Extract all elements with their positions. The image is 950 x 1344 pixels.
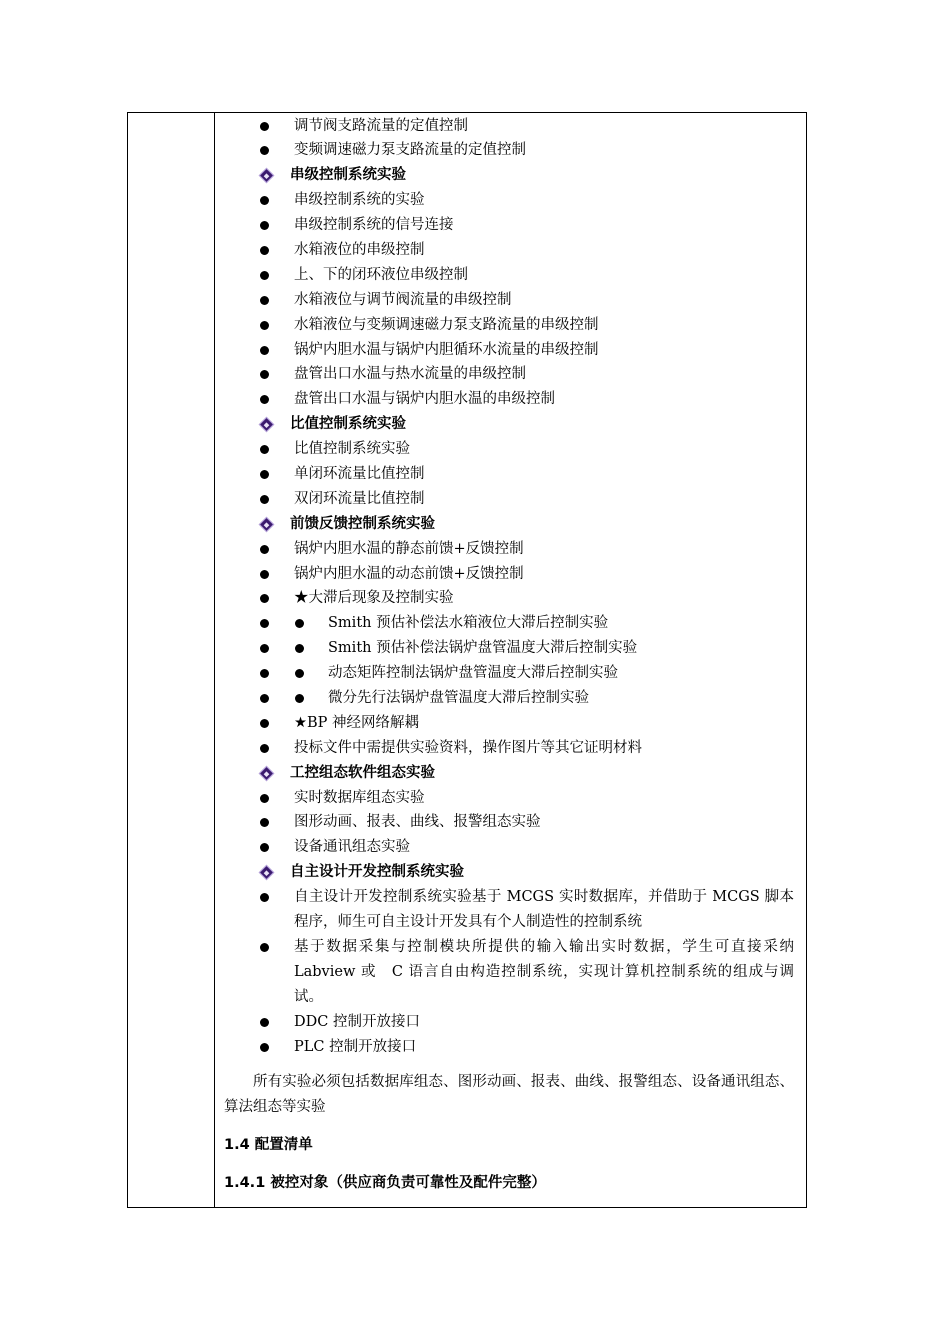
- bullet-dot-icon: [260, 619, 269, 628]
- subheading-text: 前馈反馈控制系统实验: [290, 515, 435, 532]
- bullet-dot-icon: [260, 445, 269, 454]
- subheading-text: 串级控制系统实验: [290, 167, 406, 184]
- list-item: [220, 263, 800, 288]
- list-item: [220, 238, 800, 263]
- list-item-text: 设备通讯组态实验: [294, 839, 410, 856]
- list-item: [220, 885, 800, 935]
- list-item-text: 双闭环流量比值控制: [294, 490, 425, 507]
- list-item: [220, 487, 800, 512]
- bullet-dot-icon: [260, 744, 269, 753]
- list-item-text: Smith 预估补偿法锅炉盘管温度大滞后控制实验: [328, 640, 638, 657]
- table-frame: [127, 112, 807, 1208]
- bullet-dot-icon: [260, 818, 269, 827]
- list-item-text: Smith 预估补偿法水箱液位大滞后控制实验: [328, 615, 609, 632]
- list-item: [220, 338, 800, 363]
- section-heading: 1.4.1 被控对象（供应商负责可靠性及配件完整）: [224, 1175, 546, 1192]
- list-item-text: 投标文件中需提供实验资料，操作图片等其它证明材料: [294, 739, 642, 756]
- diamond-bullet-icon: [259, 168, 275, 184]
- bullet-dot-icon: [260, 196, 269, 205]
- list-item: [220, 810, 800, 835]
- list-item-text: 上、下的闭环液位串级控制: [294, 266, 468, 283]
- list-item: [220, 935, 800, 1010]
- bullet-dot-icon: [260, 246, 269, 255]
- bullet-dot-icon: [260, 1043, 269, 1052]
- bullet-dot-icon: [295, 669, 304, 678]
- section-subheading: [220, 761, 800, 786]
- list-item-text: ★大滞后现象及控制实验: [294, 590, 454, 607]
- bullet-dot-icon: [260, 694, 269, 703]
- list-item: [220, 611, 800, 636]
- section-subheading: [220, 412, 800, 437]
- list-item-text: 单闭环流量比值控制: [294, 465, 425, 482]
- bullet-dot-icon: [260, 495, 269, 504]
- list-item-text: 锅炉内胆水温与锅炉内胆循环水流量的串级控制: [294, 341, 599, 358]
- bullet-dot-icon: [295, 619, 304, 628]
- list-item: [220, 1035, 800, 1060]
- diamond-bullet-icon: [259, 516, 275, 532]
- list-item-text: 微分先行法锅炉盘管温度大滞后控制实验: [328, 689, 589, 706]
- list-item: [220, 387, 800, 412]
- list-item: [220, 362, 800, 387]
- list-item: [220, 835, 800, 860]
- bullet-dot-icon: [260, 893, 269, 902]
- list-item: [220, 661, 800, 686]
- list-item-text: 盘管出口水温与热水流量的串级控制: [294, 366, 526, 383]
- list-item: [220, 213, 800, 238]
- subheading-text: 工控组态软件组态实验: [290, 764, 435, 781]
- list-item: [220, 686, 800, 711]
- column-divider: [214, 113, 215, 1207]
- list-item: [220, 138, 800, 163]
- list-item-text: 图形动画、报表、曲线、报警组态实验: [294, 814, 541, 831]
- bullet-dot-icon: [295, 694, 304, 703]
- bullet-dot-icon: [260, 570, 269, 579]
- list-item-text: 水箱液位与调节阀流量的串级控制: [294, 291, 512, 308]
- bullet-dot-icon: [260, 146, 269, 155]
- list-item-text: 水箱液位的串级控制: [294, 241, 425, 258]
- list-item: [220, 786, 800, 811]
- bullet-dot-icon: [260, 545, 269, 554]
- bullet-dot-icon: [260, 644, 269, 653]
- list-item: [220, 462, 800, 487]
- list-item-text: 变频调速磁力泵支路流量的定值控制: [294, 142, 526, 159]
- bullet-dot-icon: [260, 221, 269, 230]
- bullet-dot-icon: [260, 943, 269, 952]
- bullet-dot-icon: [260, 296, 269, 305]
- diamond-bullet-icon: [259, 865, 275, 881]
- list-item: [220, 114, 800, 139]
- list-item-text: 锅炉内胆水温的动态前馈+反馈控制: [294, 565, 524, 582]
- list-item-text: 自主设计开发控制系统实验基于 MCGS 实时数据库，并借助于 MCGS 脚本程序，师生可自主设计开发具有个人制造性的控制系统: [294, 889, 794, 931]
- list-item: [220, 586, 800, 611]
- list-item: [220, 313, 800, 338]
- bullet-dot-icon: [260, 321, 269, 330]
- list-item: [220, 537, 800, 562]
- section-subheading: [220, 512, 800, 537]
- bullet-dot-icon: [260, 395, 269, 404]
- list-item-text: 比值控制系统实验: [294, 441, 410, 458]
- bullet-dot-icon: [260, 122, 269, 131]
- bullet-dot-icon: [260, 794, 269, 803]
- list-item-text: PLC 控制开放接口: [294, 1038, 417, 1055]
- bullet-dot-icon: [260, 594, 269, 603]
- bullet-dot-icon: [260, 470, 269, 479]
- diamond-bullet-icon: [259, 765, 275, 781]
- list-item-text: 动态矩阵控制法锅炉盘管温度大滞后控制实验: [328, 665, 618, 682]
- bullet-dot-icon: [260, 1018, 269, 1027]
- list-item: [220, 1010, 800, 1035]
- list-item: [220, 288, 800, 313]
- list-item-text: 锅炉内胆水温的静态前馈+反馈控制: [294, 540, 524, 557]
- list-item: [220, 188, 800, 213]
- content-cell: [220, 113, 800, 1196]
- list-item-text: 调节阀支路流量的定值控制: [294, 117, 468, 134]
- bullet-dot-icon: [260, 370, 269, 379]
- list-item-text: 实时数据库组态实验: [294, 789, 425, 806]
- list-item-text: 基于数据采集与控制模块所提供的输入输出实时数据，学生可直接采纳 Labview 或 C 语言自由构造控制系统，实现计算机控制系统的组成与调试。: [294, 938, 794, 1005]
- list-item-text: 串级控制系统的信号连接: [294, 217, 454, 234]
- subheading-text: 自主设计开发控制系统实验: [290, 864, 464, 881]
- list-item: [220, 437, 800, 462]
- list-item: [220, 736, 800, 761]
- bullet-dot-icon: [260, 271, 269, 280]
- bullet-dot-icon: [260, 719, 269, 728]
- section-subheading: [220, 163, 800, 188]
- section-subheading: [220, 860, 800, 885]
- section-heading: 1.4 配置清单: [224, 1137, 313, 1154]
- diamond-bullet-icon: [259, 417, 275, 433]
- list-item-text: 盘管出口水温与锅炉内胆水温的串级控制: [294, 391, 555, 408]
- list-item-text: ★BP 神经网络解耦: [294, 714, 420, 731]
- experiment-list: [220, 114, 800, 886]
- bullet-dot-icon: [260, 346, 269, 355]
- bullet-dot-icon: [260, 843, 269, 852]
- list-item: [220, 562, 800, 587]
- list-item: [220, 711, 800, 736]
- summary-paragraph: 所有实验必须包括数据库组态、图形动画、报表、曲线、报警组态、设备通讯组态、算法组态等实验: [224, 1074, 794, 1116]
- subheading-text: 比值控制系统实验: [290, 416, 406, 433]
- bullet-dot-icon: [295, 644, 304, 653]
- list-item-text: 串级控制系统的实验: [294, 192, 425, 209]
- list-item-text: DDC 控制开放接口: [294, 1013, 420, 1030]
- list-item: [220, 636, 800, 661]
- bullet-dot-icon: [260, 669, 269, 678]
- list-item-text: 水箱液位与变频调速磁力泵支路流量的串级控制: [294, 316, 599, 333]
